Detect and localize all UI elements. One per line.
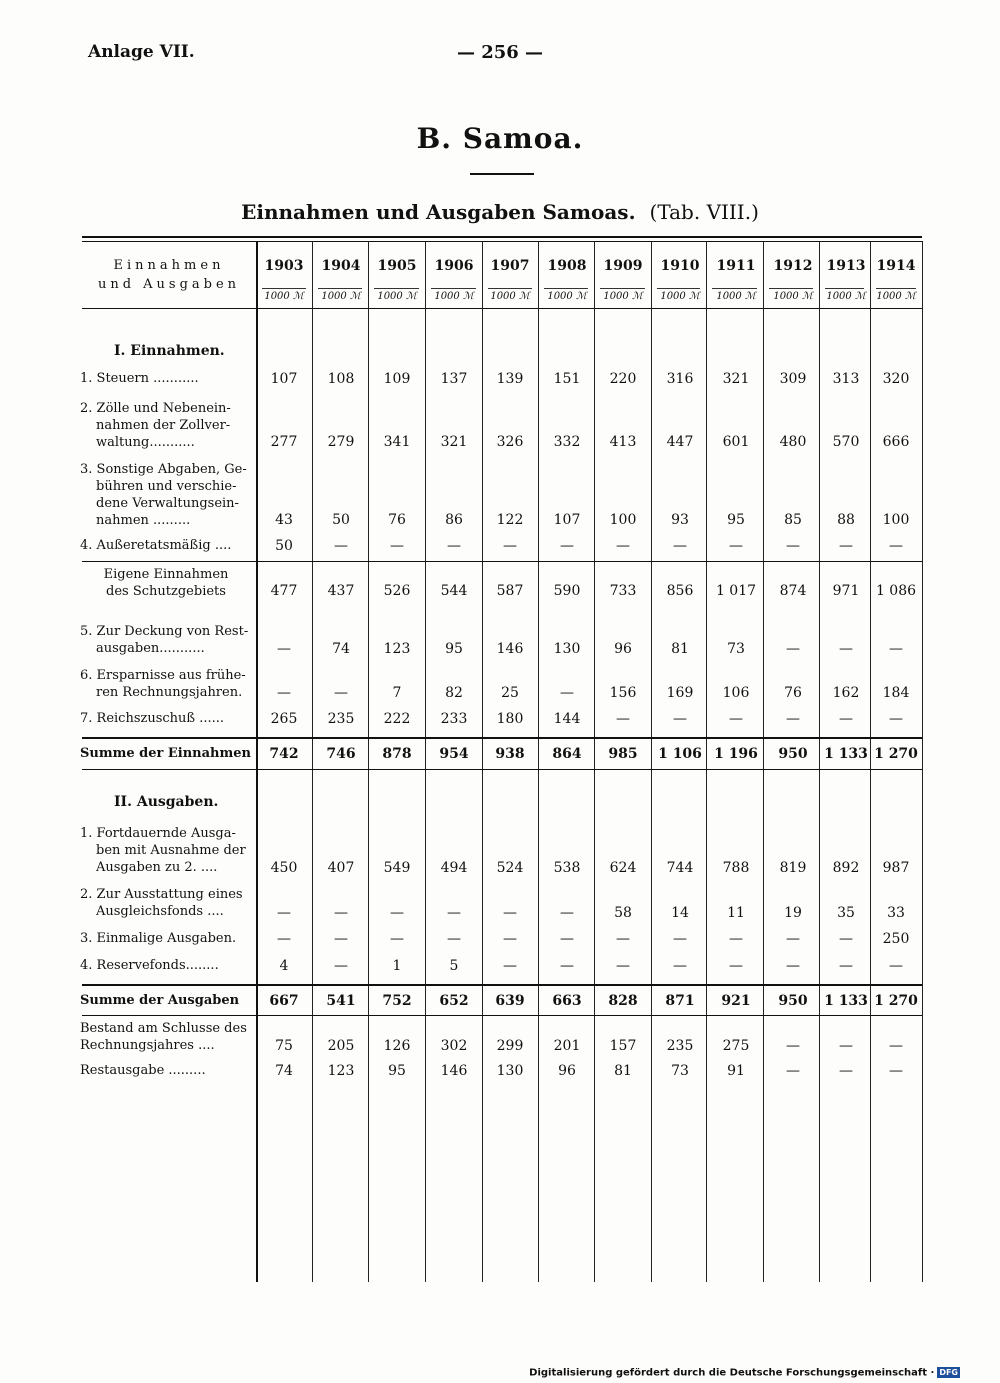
unit-header: 1000 ℳ: [490, 291, 530, 302]
table-cell: —: [786, 1038, 800, 1054]
year-header: 1903: [264, 258, 304, 274]
table-cell: 666: [882, 434, 910, 450]
table-cell: 91: [727, 1063, 745, 1079]
table-cell: —: [889, 711, 903, 727]
table-cell: 144: [553, 711, 581, 727]
table-cell: 35: [837, 905, 855, 921]
table-cell: 413: [609, 434, 637, 450]
row-label-line: 2. Zur Ausstattung eines: [80, 887, 243, 902]
row-label-line: Restausgabe .........: [80, 1063, 206, 1078]
year-header: 1910: [660, 258, 700, 274]
year-unit-divider: [262, 288, 306, 289]
table-cell: 279: [327, 434, 355, 450]
table-cell: —: [889, 958, 903, 974]
row-label: [80, 886, 252, 920]
table-title: [0, 200, 1000, 224]
table-cell: 871: [665, 993, 695, 1009]
table-cell: 538: [553, 860, 581, 876]
year-unit-divider: [318, 288, 362, 289]
row-label-line: Bestand am Schlusse des: [80, 1021, 247, 1036]
row-label-line: Ausgaben zu 2. ....: [96, 860, 218, 875]
table-cell: 950: [778, 993, 808, 1009]
table-cell: 447: [666, 434, 694, 450]
table-cell: —: [839, 1038, 853, 1054]
table-cell: —: [786, 641, 800, 657]
table-cell: 639: [495, 993, 525, 1009]
footer-text: Digitalisierung gefördert durch die Deutsche Forschungsgemeinschaft ·: [529, 1367, 935, 1379]
table-cell: —: [729, 538, 743, 554]
table-cell: —: [839, 931, 853, 947]
stub-header-line-1: Einnahmen: [113, 258, 225, 273]
table-cell: —: [560, 931, 574, 947]
row-label-line: des Schutzgebiets: [106, 584, 226, 599]
table-cell: —: [786, 711, 800, 727]
table-cell: —: [616, 538, 630, 554]
table-cell: 302: [440, 1038, 468, 1054]
footer-credit: [529, 1367, 960, 1379]
table-cell: —: [560, 685, 574, 701]
table-cell: 921: [721, 993, 751, 1009]
table-cell: 74: [332, 641, 350, 657]
year-header: 1914: [876, 258, 916, 274]
unit-header: 1000 ℳ: [603, 291, 643, 302]
table-cell: 874: [779, 583, 807, 599]
table-cell: 950: [778, 746, 808, 762]
table-cell: 73: [727, 641, 745, 657]
table-cell: —: [447, 931, 461, 947]
section-title: B. Samoa.: [416, 122, 584, 155]
unit-header: 1000 ℳ: [773, 291, 813, 302]
table-cell: —: [889, 538, 903, 554]
table-cell: 95: [388, 1063, 406, 1079]
year-header: 1907: [490, 258, 530, 274]
table-cell: 107: [553, 512, 581, 528]
table-cell: 74: [275, 1063, 293, 1079]
row-label: [80, 566, 252, 600]
table-cell: 14: [671, 905, 689, 921]
table-cell: —: [277, 685, 291, 701]
table-cell: 122: [496, 512, 524, 528]
year-unit-divider: [600, 288, 645, 289]
table-cell: 878: [382, 746, 412, 762]
table-cell: 5: [449, 958, 459, 974]
table-cell: 752: [382, 993, 412, 1009]
unit-header: 1000 ℳ: [547, 291, 587, 302]
year-unit-divider: [712, 288, 757, 289]
table-cell: 667: [269, 993, 299, 1009]
unit-header: 1000 ℳ: [876, 291, 916, 302]
year-header: 1912: [773, 258, 813, 274]
table-cell: 157: [609, 1038, 637, 1054]
table-cell: 733: [609, 583, 637, 599]
row-label: [80, 957, 252, 974]
unit-header: 1000 ℳ: [826, 291, 866, 302]
table-cell: 184: [882, 685, 910, 701]
section-title-rule: [470, 173, 534, 175]
table-cell: —: [616, 711, 630, 727]
table-cell: 864: [552, 746, 582, 762]
table-cell: —: [447, 538, 461, 554]
expenses-sum-rule-bottom: [82, 1015, 922, 1016]
row-label-line: bühren und verschie-: [96, 479, 237, 494]
table-cell: 742: [269, 746, 299, 762]
table-cell: 309: [779, 371, 807, 387]
page-number: — 256 —: [456, 42, 544, 63]
table-cell: 108: [327, 371, 355, 387]
table-cell: 100: [882, 512, 910, 528]
row-label-line: ren Rechnungsjahren.: [96, 685, 243, 700]
unit-header: 1000 ℳ: [264, 291, 304, 302]
row-label: [80, 1062, 252, 1079]
table-cell: 33: [887, 905, 905, 921]
table-cell: 156: [609, 685, 637, 701]
row-label-line: dene Verwaltungsein-: [96, 496, 239, 511]
table-cell: —: [839, 958, 853, 974]
row-label-line: Eigene Einnahmen: [103, 567, 229, 582]
table-cell: 892: [832, 860, 860, 876]
table-cell: —: [334, 538, 348, 554]
table-cell: 19: [784, 905, 802, 921]
table-cell: —: [673, 711, 687, 727]
table-cell: 4: [279, 958, 289, 974]
table-cell: 341: [383, 434, 411, 450]
table-cell: 332: [553, 434, 581, 450]
unit-header: 1000 ℳ: [377, 291, 417, 302]
table-cell: 95: [727, 512, 745, 528]
table-cell: 526: [383, 583, 411, 599]
table-cell: 130: [553, 641, 581, 657]
table-cell: 235: [327, 711, 355, 727]
table-cell: —: [839, 641, 853, 657]
table-cell: 320: [882, 371, 910, 387]
income-sum-rule-top: [82, 737, 922, 739]
year-header: 1909: [603, 258, 643, 274]
table-cell: —: [334, 905, 348, 921]
table-cell: 139: [496, 371, 524, 387]
table-cell: —: [786, 958, 800, 974]
table-cell: —: [503, 931, 517, 947]
row-label: [80, 537, 252, 554]
table-cell: 856: [666, 583, 694, 599]
table-cell: —: [560, 538, 574, 554]
table-cell: 313: [832, 371, 860, 387]
table-cell: 277: [270, 434, 298, 450]
table-cell: 544: [440, 583, 468, 599]
row-label-line: Rechnungsjahres ....: [80, 1038, 215, 1053]
table-cell: 73: [671, 1063, 689, 1079]
table-cell: —: [277, 931, 291, 947]
row-label-line: 4. Außeretatsmäßig ....: [80, 538, 232, 553]
row-label-line: waltung...........: [96, 435, 195, 450]
table-cell: 1 270: [874, 746, 918, 762]
table-cell: —: [839, 1063, 853, 1079]
table-header-rule: [82, 308, 922, 309]
row-label: [80, 370, 252, 387]
row-label: [80, 400, 252, 451]
row-label-line: 1. Steuern ...........: [80, 371, 199, 386]
year-unit-divider: [431, 288, 476, 289]
row-label-line: nahmen .........: [96, 513, 191, 528]
table-cell: 590: [553, 583, 581, 599]
table-cell: —: [889, 1038, 903, 1054]
table-cell: 162: [832, 685, 860, 701]
table-cell: 75: [275, 1038, 293, 1054]
row-label: [80, 745, 252, 762]
table-cell: 987: [882, 860, 910, 876]
table-cell: 169: [666, 685, 694, 701]
table-cell: 25: [501, 685, 519, 701]
table-cell: 107: [270, 371, 298, 387]
table-cell: 316: [666, 371, 694, 387]
table-cell: 624: [609, 860, 637, 876]
table-cell: —: [503, 538, 517, 554]
table-cell: 235: [666, 1038, 694, 1054]
table-cell: —: [560, 905, 574, 921]
row-label-line: 4. Reservefonds........: [80, 958, 219, 973]
table-cell: —: [277, 905, 291, 921]
row-label: [80, 992, 252, 1009]
table-cell: 788: [722, 860, 750, 876]
table-cell: 96: [614, 641, 632, 657]
row-label-line: 7. Reichszuschuß ......: [80, 711, 225, 726]
table-cell: 123: [327, 1063, 355, 1079]
table-cell: —: [334, 685, 348, 701]
table-cell: 321: [722, 371, 750, 387]
table-cell: 524: [496, 860, 524, 876]
table-cell: 81: [614, 1063, 632, 1079]
table-cell: 43: [275, 512, 293, 528]
table-cell: 95: [445, 641, 463, 657]
table-cell: 109: [383, 371, 411, 387]
row-label-line: 1. Fortdauernde Ausga-: [80, 826, 236, 841]
row-label-line: Summe der Einnahmen: [80, 746, 251, 761]
table-top-rule: [82, 236, 922, 238]
table-cell: —: [786, 538, 800, 554]
table-cell: —: [334, 931, 348, 947]
table-cell: —: [616, 931, 630, 947]
income-sum-rule-bottom: [82, 769, 922, 770]
table-cell: 1: [392, 958, 402, 974]
table-cell: —: [334, 958, 348, 974]
table-cell: 250: [882, 931, 910, 947]
table-cell: 81: [671, 641, 689, 657]
table-title-text: Einnahmen und Ausgaben Samoas.: [241, 200, 636, 224]
table-cell: —: [503, 958, 517, 974]
table-cell: 1 017: [715, 583, 757, 599]
row-label-line: 3. Einmalige Ausgaben.: [80, 931, 237, 946]
dfg-logo: DFG: [939, 1368, 958, 1377]
year-header: 1911: [716, 258, 756, 274]
table-cell: 180: [496, 711, 524, 727]
row-label-line: Ausgleichsfonds ....: [96, 904, 224, 919]
table-cell: 480: [779, 434, 807, 450]
expenses-section-heading: II. Ausgaben.: [114, 794, 219, 810]
table-cell: —: [889, 641, 903, 657]
table-cell: —: [729, 958, 743, 974]
table-cell: —: [729, 931, 743, 947]
row-label: [80, 623, 252, 657]
year-header: 1913: [826, 258, 866, 274]
table-cell: 299: [496, 1038, 524, 1054]
year-header: 1908: [547, 258, 587, 274]
table-cell: 96: [558, 1063, 576, 1079]
table-cell: —: [729, 711, 743, 727]
unit-header: 1000 ℳ: [321, 291, 361, 302]
table-cell: 50: [332, 512, 350, 528]
table-cell: 201: [553, 1038, 581, 1054]
table-reference: (Tab. VIII.): [649, 200, 759, 224]
row-label-line: ben mit Ausnahme der: [96, 843, 246, 858]
row-label: [80, 930, 252, 947]
row-label-line: 3. Sonstige Abgaben, Ge-: [80, 462, 247, 477]
table-cell: 106: [722, 685, 750, 701]
table-cell: 146: [496, 641, 524, 657]
table-cell: 265: [270, 711, 298, 727]
table-cell: —: [786, 931, 800, 947]
row-label-line: 6. Ersparnisse aus frühe-: [80, 668, 246, 683]
year-header: 1906: [434, 258, 474, 274]
table-cell: —: [673, 931, 687, 947]
table-cell: 233: [440, 711, 468, 727]
table-cell: 746: [326, 746, 356, 762]
table-cell: 541: [326, 993, 356, 1009]
table-cell: 1 106: [658, 746, 702, 762]
table-cell: —: [390, 931, 404, 947]
year-unit-divider: [876, 288, 916, 289]
table-cell: 494: [440, 860, 468, 876]
table-cell: 222: [383, 711, 411, 727]
table-cell: —: [786, 1063, 800, 1079]
table-cell: 744: [666, 860, 694, 876]
table-cell: 205: [327, 1038, 355, 1054]
table-cell: 450: [270, 860, 298, 876]
table-cell: 7: [392, 685, 402, 701]
year-unit-divider: [769, 288, 813, 289]
table-cell: 88: [837, 512, 855, 528]
table-cell: —: [447, 905, 461, 921]
row-label: [80, 461, 252, 529]
table-cell: 76: [388, 512, 406, 528]
year-unit-divider: [488, 288, 532, 289]
table-top-rule-thin: [82, 241, 922, 242]
year-unit-divider: [657, 288, 700, 289]
unit-header: 1000 ℳ: [660, 291, 700, 302]
table-cell: 126: [383, 1038, 411, 1054]
table-cell: 1 196: [714, 746, 758, 762]
table-cell: 50: [275, 538, 293, 554]
table-cell: —: [277, 641, 291, 657]
row-label-line: ausgaben...........: [96, 641, 205, 656]
unit-header: 1000 ℳ: [434, 291, 474, 302]
table-cell: 146: [440, 1063, 468, 1079]
row-label-line: Summe der Ausgaben: [80, 993, 240, 1008]
table-cell: 123: [383, 641, 411, 657]
row-label: [80, 1020, 252, 1054]
table-cell: 985: [608, 746, 638, 762]
table-cell: 11: [727, 905, 745, 921]
table-cell: 549: [383, 860, 411, 876]
table-cell: —: [390, 905, 404, 921]
table-cell: 326: [496, 434, 524, 450]
table-cell: —: [616, 958, 630, 974]
row-label-line: 2. Zölle und Nebenein-: [80, 401, 231, 416]
table-cell: 1 133: [824, 993, 868, 1009]
table-cell: 828: [608, 993, 638, 1009]
table-cell: 151: [553, 371, 581, 387]
year-unit-divider: [825, 288, 864, 289]
expenses-sum-rule-top: [82, 984, 922, 986]
row-label: [80, 825, 252, 876]
table-cell: 477: [270, 583, 298, 599]
unit-header: 1000 ℳ: [716, 291, 756, 302]
table-cell: 819: [779, 860, 807, 876]
table-cell: 137: [440, 371, 468, 387]
table-cell: 663: [552, 993, 582, 1009]
table-cell: —: [839, 711, 853, 727]
table-cell: 100: [609, 512, 637, 528]
table-cell: —: [390, 538, 404, 554]
row-label-line: 5. Zur Deckung von Rest-: [80, 624, 249, 639]
table-cell: 938: [495, 746, 525, 762]
table-cell: 601: [722, 434, 750, 450]
row-label: [80, 710, 252, 727]
table-cell: —: [673, 538, 687, 554]
year-unit-divider: [544, 288, 588, 289]
table-cell: —: [503, 905, 517, 921]
table-cell: 1 086: [875, 583, 917, 599]
table-cell: 220: [609, 371, 637, 387]
table-cell: 82: [445, 685, 463, 701]
table-cell: 971: [832, 583, 860, 599]
table-cell: —: [560, 958, 574, 974]
table-cell: —: [673, 958, 687, 974]
table-cell: —: [839, 538, 853, 554]
table-cell: 58: [614, 905, 632, 921]
table-cell: 570: [832, 434, 860, 450]
table-cell: 93: [671, 512, 689, 528]
row-label: [80, 667, 252, 701]
subtotal-rule: [82, 561, 922, 562]
table-cell: 954: [439, 746, 469, 762]
income-section-heading: I. Einnahmen.: [114, 343, 225, 359]
table-cell: 85: [784, 512, 802, 528]
table-cell: 587: [496, 583, 524, 599]
year-header: 1905: [377, 258, 417, 274]
year-unit-divider: [374, 288, 419, 289]
row-label-line: nahmen der Zollver-: [96, 418, 231, 433]
annex-label: Anlage VII.: [88, 42, 195, 62]
table-cell: 1 133: [824, 746, 868, 762]
table-cell: 652: [439, 993, 469, 1009]
table-cell: 1 270: [874, 993, 918, 1009]
table-cell: 437: [327, 583, 355, 599]
table-cell: 130: [496, 1063, 524, 1079]
table-cell: 407: [327, 860, 355, 876]
table-cell: 86: [445, 512, 463, 528]
table-cell: 76: [784, 685, 802, 701]
stub-header-line-2: und Ausgaben: [97, 277, 241, 292]
table-cell: —: [889, 1063, 903, 1079]
table-cell: 275: [722, 1038, 750, 1054]
year-header: 1904: [321, 258, 361, 274]
table-cell: 321: [440, 434, 468, 450]
